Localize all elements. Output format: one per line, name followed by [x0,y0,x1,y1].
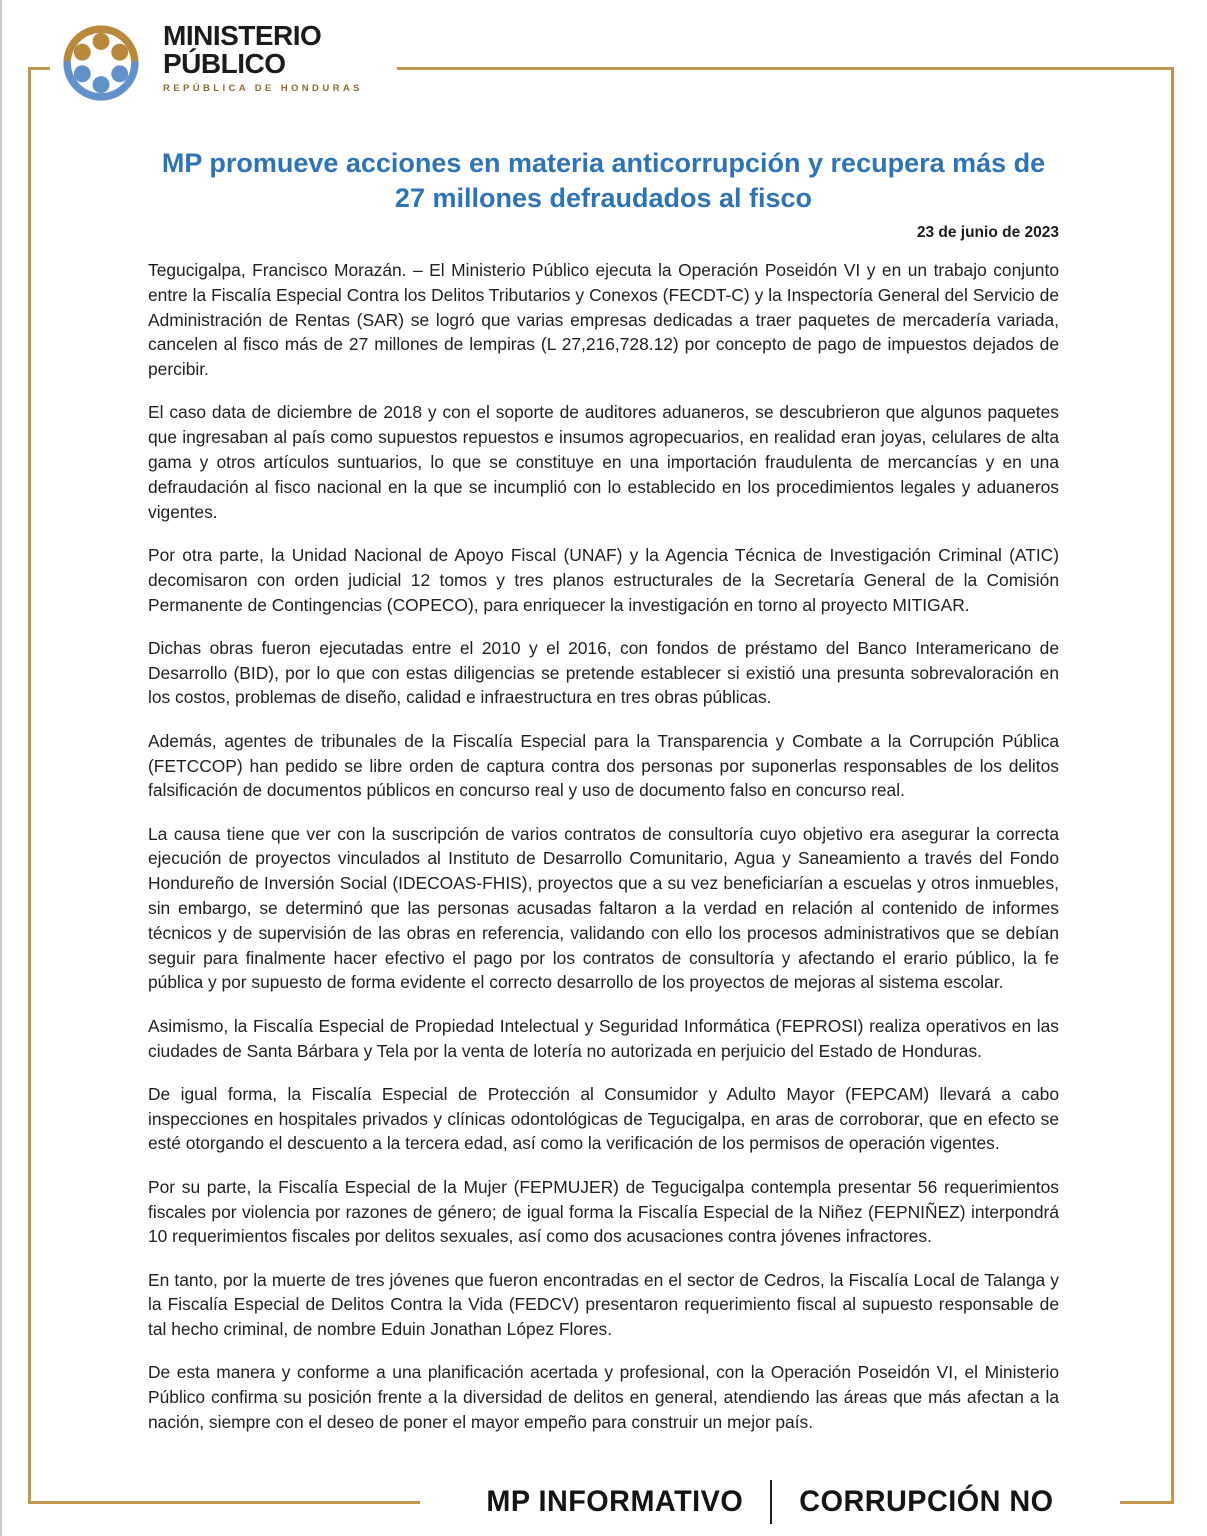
paragraph-2: El caso data de diciembre de 2018 y con el soporte de auditores aduaneros, se descubrieron que algunos paquetes que ingresaban al país como supuestos repuestos e insumos agropecuarios, en realidad eran joyas, celulares de alta gama y otros artículos suntuarios, lo que se constituye en una importación fraudulenta de mercancías y en una defraudación al fisco nacional en la que se incumplió con lo establecido en los procedimientos legales y aduaneros vigentes. [148,402,1059,522]
ministerio-publico-logo-icon [54,16,148,110]
paragraph-4: Dichas obras fueron ejecutadas entre el 2010 y el 2016, con fondos de préstamo del Banco Interamericano de Desarrollo (BID), por lo que con estas diligencias se pretende establecer si existió una presunta sobrevaloración en los costos, problemas de diseño, calidad e infraestructura en tres obras públicas. [148,637,1059,708]
article-date: 23 de junio de 2023 [916,224,1059,241]
logo-name-line2: PÚBLICO [163,48,286,79]
paragraph-10: En tanto, por la muerte de tres jóvenes que fueron encontradas en el sector de Cedros, la Fiscalía Local de Talanga y la Fiscalía Especial de Delitos Contra la Vida (FEDCV) presentaron requerimiento fiscal al supuesto responsable de tal hecho criminal, de nombre Eduin Jonathan López Flores. [148,1269,1059,1340]
logo-wordmark [163,22,363,94]
paragraph-8: De igual forma, la Fiscalía Especial de Protección al Consumidor y Adulto Mayor (FEPCAM) llevará a cabo inspecciones en hospitales privados y clínicas odontológicas de Tegucigalpa, en aras de corroborar, que en efecto se esté otorgando el descuento a la tercera edad, así como la verificación de los permisos de operación vigentes. [148,1083,1059,1154]
paragraph-11: De esta manera y conforme a una planificación acertada y profesional, con la Operación Poseidón VI, el Ministerio Público confirma su posición frente a la diversidad de delitos en general, atendiendo las áreas que más afectan a la nación, siempre con el deseo de poner el mayor empeño para construir un mejor país. [148,1362,1059,1433]
article-body [148,258,1059,1435]
article-title [148,146,1059,216]
paragraph-6: La causa tiene que ver con la suscripción de varios contratos de consultoría cuyo objetivo era asegurar la correcta ejecución de proyectos vinculados al Instituto de Desarrollo Comunitario, Agua y Saneamiento a través del Fondo Hondureño de Inversión Social (IDECOAS-FHIS), proyectos que a su vez beneficiarían a escuelas y otros inmuebles, sin embargo, se determinó que las personas acusadas faltaron a la verdad en relación al contenido de informes técnicos y de supervisión de las obras en referencia, validando con ello los procesos administrativos que se debían seguir para finalmente hacer efectivo el pago por los contratos de consultoría y afectando el erario público, la fe pública y por supuesto de forma evidente el correcto desarrollo de los proyectos de mejoras al sistema escolar. [148,823,1059,993]
paragraph-9: Por su parte, la Fiscalía Especial de la Mujer (FEPMUJER) de Tegucigalpa contempla presentar 56 requerimientos fiscales por violencia por razones de género; de igual forma la Fiscalía Especial de la Niñez (FEPNIÑEZ) interpondrá 10 requerimientos fiscales por delitos sexuales, así como dos acusaciones contra jóvenes infractores. [148,1176,1059,1247]
paragraph-7: Asimismo, la Fiscalía Especial de Propiedad Intelectual y Seguridad Informática (FEPROSI) realiza operativos en las ciudades de Santa Bárbara y Tela por la venta de lotería no autorizada en perjuicio del Estado de Honduras. [148,1015,1059,1061]
frame-left-line [28,67,31,1504]
page-edge-shadow [0,0,2,1536]
paragraph-3: Por otra parte, la Unidad Nacional de Apoyo Fiscal (UNAF) y la Agencia Técnica de Investigación Criminal (ATIC) decomisaron con orden judicial 12 tomos y tres planos estructurales de la Secretaría General de la Comisión Permanente de Contingencias (COPECO), para enriquecer la investigación en torno al proyecto MITIGAR. [148,544,1059,615]
footer-corrupcion-no-label: CORRUPCIÓN NO [799,1485,1054,1518]
footer-banner [420,1472,1120,1532]
footer-mp-informativo-label: MP INFORMATIVO [486,1485,744,1518]
paragraph-1: Tegucigalpa, Francisco Morazán. – El Ministerio Público ejecuta la Operación Poseidón VI y en un trabajo conjunto entre la Fiscalía Especial Contra los Delitos Tributarios y Conexos (FECDT-C) y la Inspectoría General del Servicio de Administración de Rentas (SAR) se logró que varias empresas dedicadas a traer paquetes de mercadería variada, cancelen al fisco más de 27 millones de lempiras (L 27,216,728.12) por concepto de pago de impuestos dejados de percibir. [148,260,1059,380]
logo-subtitle: REPÚBLICA DE HONDURAS [163,83,363,94]
logo-name-line1: MINISTERIO [163,20,322,51]
footer-divider [770,1480,772,1524]
paragraph-5: Además, agentes de tribunales de la Fiscalía Especial para la Transparencia y Combate a la Corrupción Pública (FETCCOP) han pedido se libre orden de captura contra dos personas por suponerlas responsables de los delitos falsificación de documentos públicos en concurso real y uso de documento falso en concurso real. [148,730,1059,801]
article-title-line1: MP promueve acciones en materia anticorrupción y recupera más de [161,148,1046,178]
ministerio-publico-header [50,12,397,120]
article [148,146,1059,1453]
article-title-line2: 27 millones defraudados al fisco [394,183,813,213]
frame-right-line [1171,67,1174,1504]
